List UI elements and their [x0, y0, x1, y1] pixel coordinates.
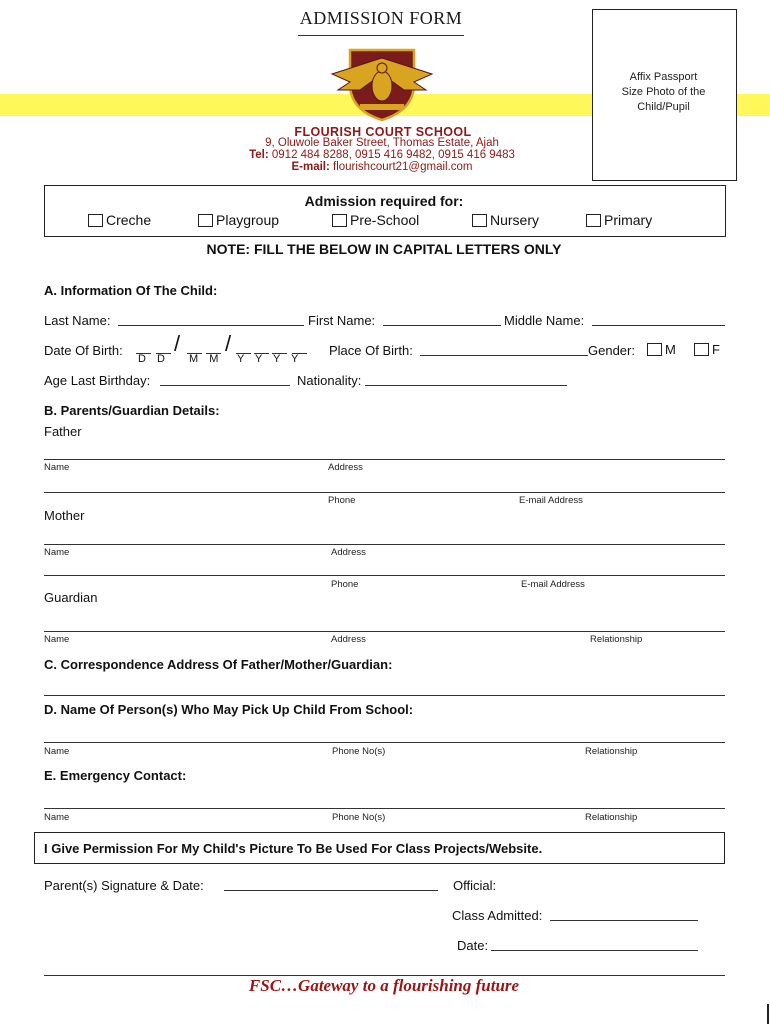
form-title: ADMISSION FORM: [299, 8, 463, 28]
section-d-title: D. Name Of Person(s) Who May Pick Up Child From School:: [44, 702, 414, 717]
title-underline: [298, 35, 464, 36]
gender-label: Gender:: [588, 343, 635, 358]
section-b-title: B. Parents/Guardian Details:: [44, 403, 220, 418]
emergency-name-caption: Name: [44, 812, 70, 823]
parent-signature-label: Parent(s) Signature & Date:: [44, 878, 204, 893]
option-playgroup[interactable]: [198, 212, 279, 228]
emergency-relationship-caption: Relationship: [585, 812, 638, 823]
official-label: Official:: [453, 878, 497, 893]
emergency-contact-line[interactable]: [44, 808, 725, 809]
checkbox-nursery[interactable]: [472, 214, 487, 227]
last-name-label: Last Name:: [44, 313, 111, 328]
dob-year-hint: Y Y Y Y: [237, 353, 303, 365]
last-name-field[interactable]: [118, 325, 304, 326]
gender-male-option[interactable]: [647, 342, 676, 357]
guardian-name-caption: Name: [44, 634, 70, 645]
capital-letters-note: NOTE: FILL THE BELOW IN CAPITAL LETTERS ONLY: [206, 241, 562, 257]
tel-numbers: 0912 484 8288, 0915 416 9482, 0915 416 9483: [268, 149, 515, 161]
email-address: flourishcourt21@gmail.com: [329, 161, 473, 173]
mother-name-address-line[interactable]: [44, 544, 725, 545]
checkbox-primary[interactable]: [586, 214, 601, 227]
father-name-address-line[interactable]: [44, 459, 725, 460]
option-label: Creche: [106, 212, 152, 228]
pickup-person-line[interactable]: [44, 742, 725, 743]
school-name: FLOURISH COURT SCHOOL: [294, 125, 472, 139]
father-address-caption: Address: [328, 462, 363, 473]
father-phone-email-line[interactable]: [44, 492, 725, 493]
dob-month-hint: M M: [189, 353, 223, 365]
place-of-birth-label: Place Of Birth:: [329, 343, 413, 358]
section-e-title: E. Emergency Contact:: [44, 768, 187, 783]
guardian-relationship-caption: Relationship: [590, 634, 643, 645]
nationality-label: Nationality:: [297, 373, 362, 388]
pickup-phone-caption: Phone No(s): [332, 746, 386, 757]
email-label: E-mail:: [291, 161, 330, 173]
tel-label: Tel:: [249, 149, 269, 161]
option-label: Playgroup: [216, 212, 280, 228]
nationality-field[interactable]: [365, 385, 567, 386]
class-admitted-label: Class Admitted:: [452, 908, 543, 923]
official-date-field[interactable]: [491, 950, 698, 951]
page-edge-mark: [767, 1004, 769, 1024]
section-c-title: C. Correspondence Address Of Father/Mother/Guardian:: [44, 657, 393, 672]
mother-label: Mother: [44, 508, 85, 523]
photo-text-line-2: Size Photo of the: [621, 86, 706, 98]
photo-permission-text: I Give Permission For My Child's Picture To Be Used For Class Projects/Website.: [44, 841, 543, 856]
mother-address-caption: Address: [331, 547, 366, 558]
age-last-birthday-field[interactable]: [160, 385, 290, 386]
guardian-label: Guardian: [44, 590, 98, 605]
mother-name-caption: Name: [44, 547, 70, 558]
age-last-birthday-label: Age Last Birthday:: [44, 373, 151, 388]
admission-required-title: Admission required for:: [304, 193, 464, 209]
checkbox-creche[interactable]: [88, 214, 103, 227]
pickup-name-caption: Name: [44, 746, 70, 757]
mother-phone-email-line[interactable]: [44, 575, 725, 576]
school-email: [180, 161, 584, 173]
school-motto: FSC…Gateway to a flourishing future: [248, 976, 520, 995]
father-name-caption: Name: [44, 462, 70, 473]
checkbox-female[interactable]: [694, 343, 709, 356]
checkbox-pre-school[interactable]: [332, 214, 347, 227]
parent-signature-field[interactable]: [224, 890, 438, 891]
pickup-relationship-caption: Relationship: [585, 746, 638, 757]
option-label: Nursery: [490, 212, 540, 228]
mother-email-caption: E-mail Address: [521, 579, 585, 590]
school-contact: [180, 137, 584, 173]
option-label: Primary: [604, 212, 653, 228]
option-nursery[interactable]: [472, 212, 539, 228]
passport-photo-instructions: [592, 70, 735, 115]
photo-text-line-3: Child/Pupil: [637, 101, 690, 113]
checkbox-playgroup[interactable]: [198, 214, 213, 227]
father-email-caption: E-mail Address: [519, 495, 583, 506]
dob-separator: /: [225, 331, 232, 356]
middle-name-field[interactable]: [592, 325, 725, 326]
date-of-birth-label: Date Of Birth:: [44, 343, 123, 358]
class-admitted-field[interactable]: [550, 920, 698, 921]
option-pre-school[interactable]: [332, 212, 419, 228]
dob-day-hint: D D: [138, 353, 169, 365]
guardian-address-caption: Address: [331, 634, 366, 645]
gender-female-option[interactable]: [694, 342, 720, 357]
middle-name-label: Middle Name:: [504, 313, 585, 328]
school-phone: [180, 149, 584, 161]
gender-male-label: M: [665, 342, 676, 357]
official-date-label: Date:: [457, 938, 489, 953]
option-creche[interactable]: [88, 212, 151, 228]
checkbox-male[interactable]: [647, 343, 662, 356]
place-of-birth-field[interactable]: [420, 355, 588, 356]
first-name-field[interactable]: [383, 325, 501, 326]
correspondence-address-line[interactable]: [44, 695, 725, 696]
school-address: 9, Oluwole Baker Street, Thomas Estate, Ajah: [265, 137, 499, 149]
section-a-title: A. Information Of The Child:: [44, 283, 218, 298]
mother-phone-caption: Phone: [331, 579, 359, 590]
dob-separator: /: [174, 331, 181, 356]
father-phone-caption: Phone: [328, 495, 356, 506]
first-name-label: First Name:: [308, 313, 376, 328]
school-crest-logo: [330, 44, 434, 122]
option-primary[interactable]: [586, 212, 652, 228]
guardian-details-line[interactable]: [44, 631, 725, 632]
father-label: Father: [44, 424, 82, 439]
gender-female-label: F: [712, 342, 720, 357]
photo-text-line-1: Affix Passport: [629, 71, 698, 83]
option-label: Pre-School: [350, 212, 420, 228]
emergency-phone-caption: Phone No(s): [332, 812, 386, 823]
